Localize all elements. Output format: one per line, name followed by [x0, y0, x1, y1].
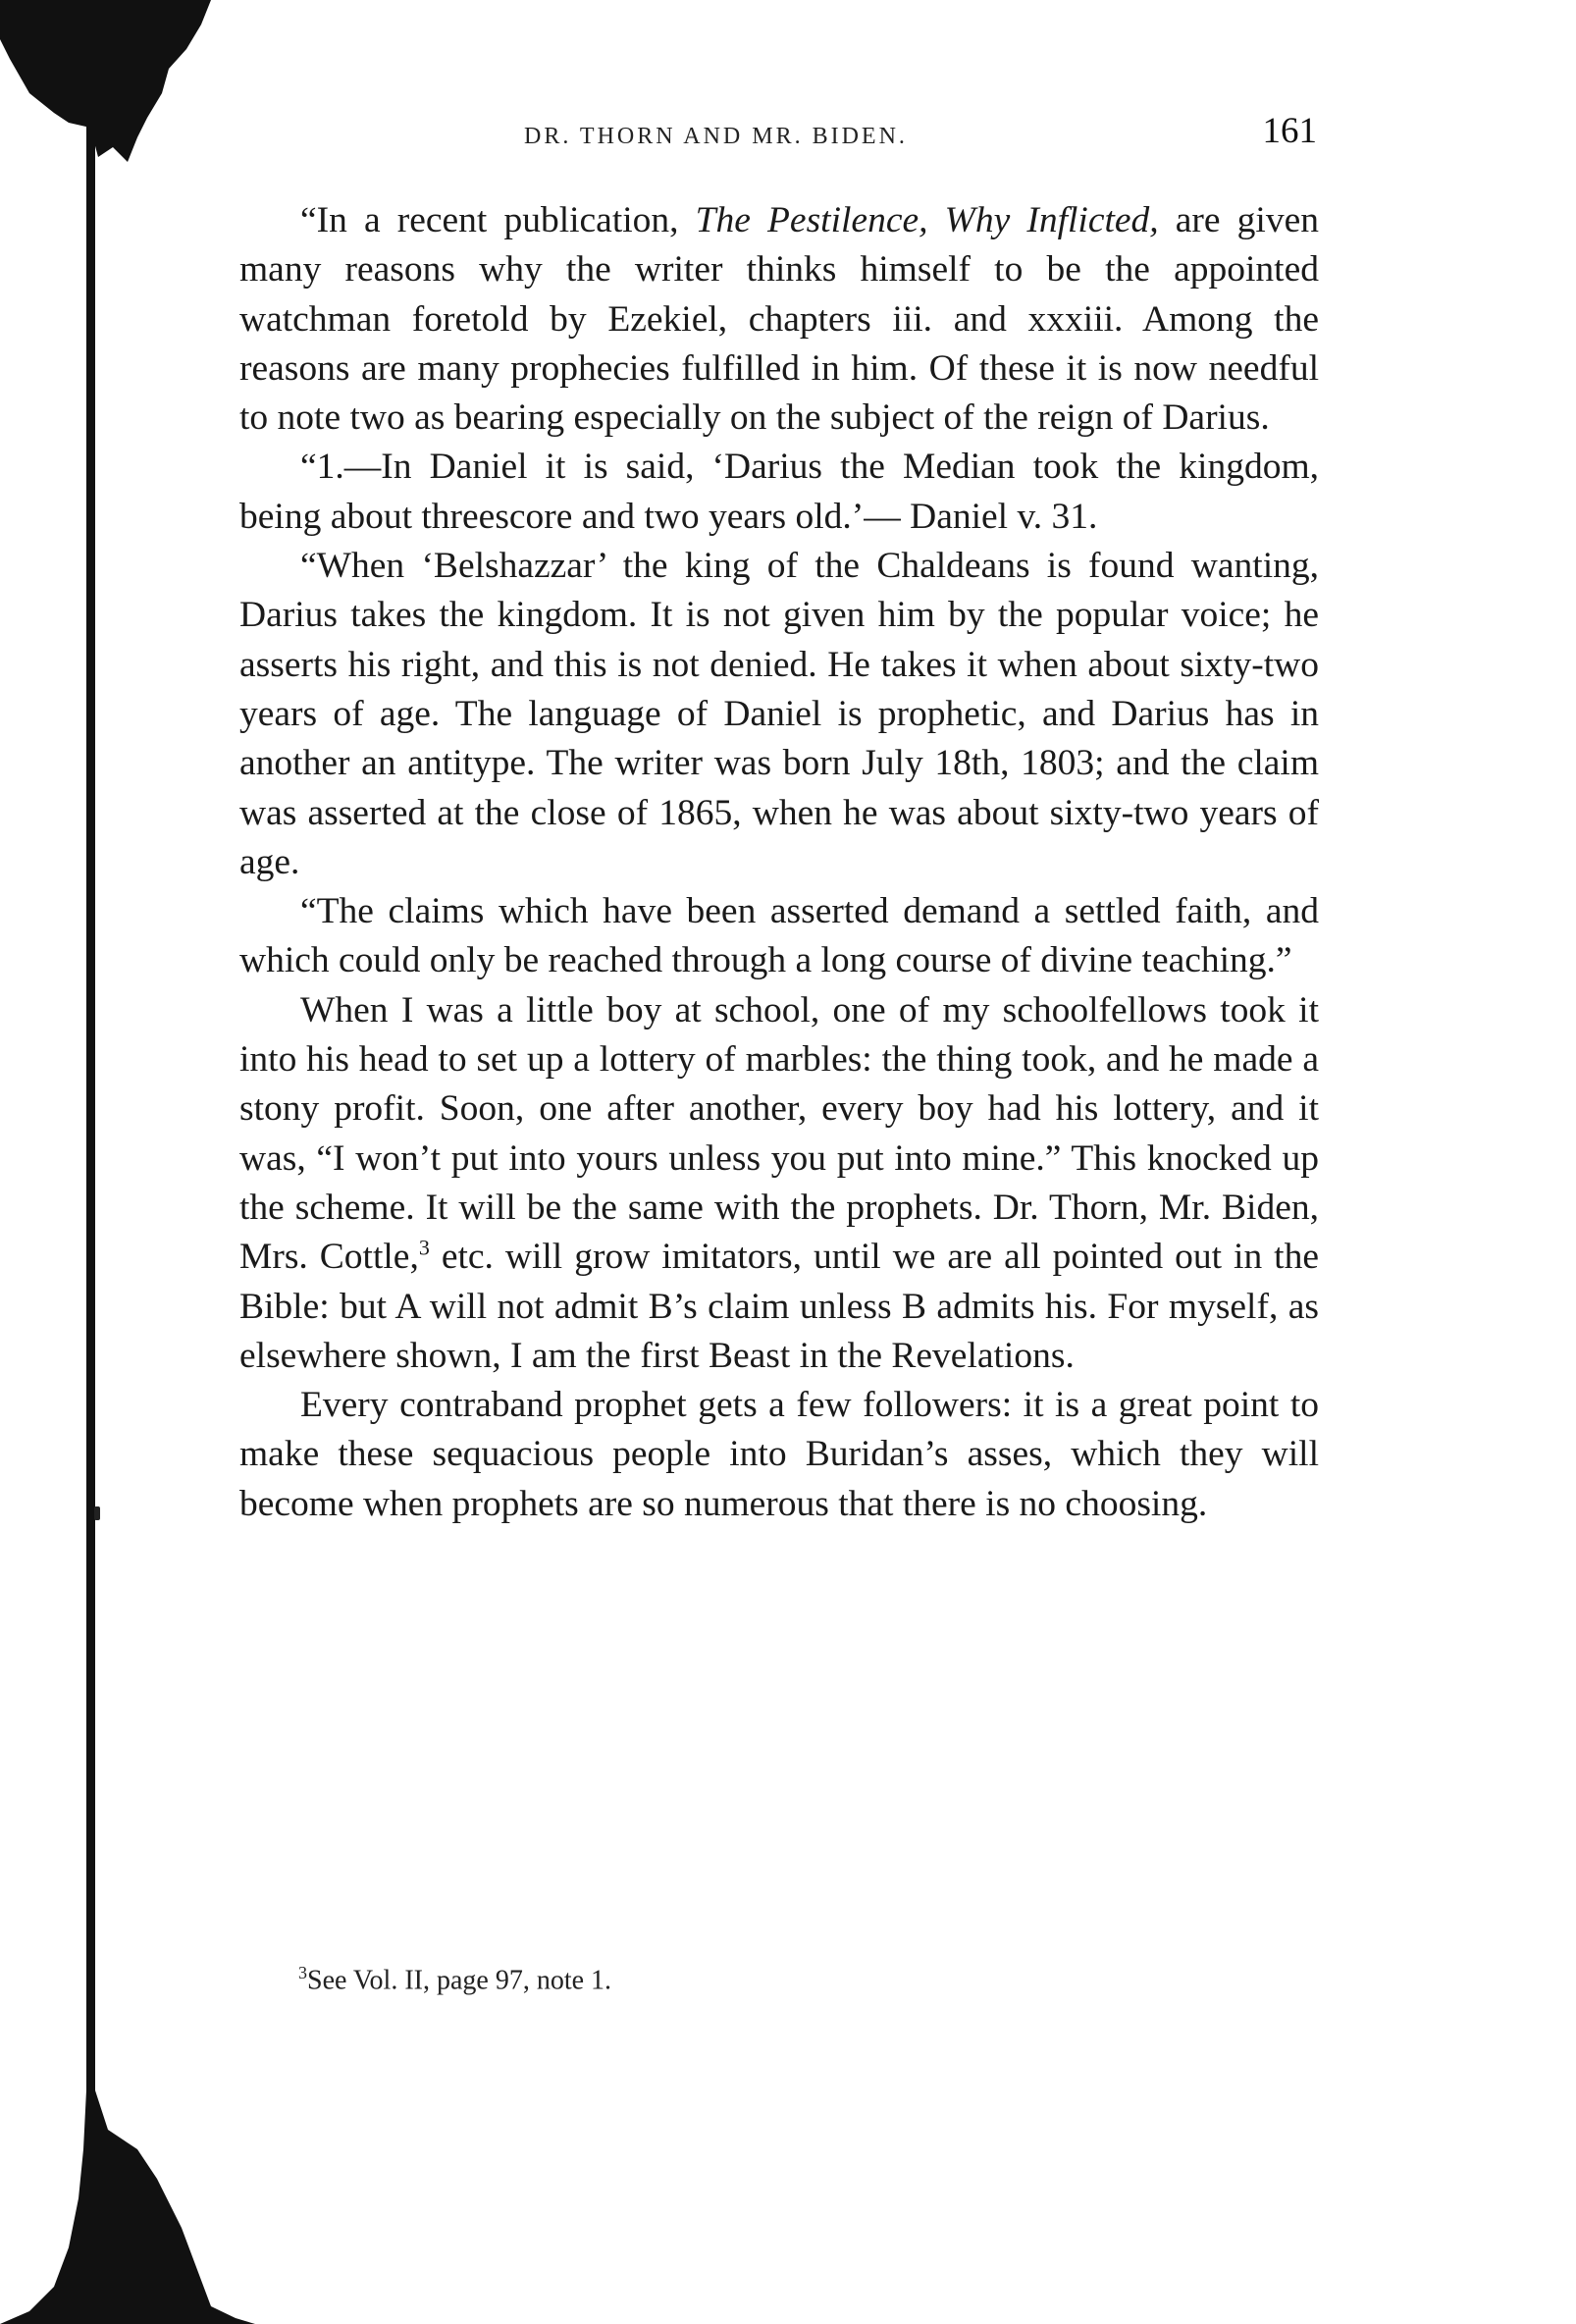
scan-gutter-artifact-top [0, 0, 226, 172]
text-run: “The claims which have been asserted demand a settled faith, and which could only be reached through a long course of divine teaching.” [239, 891, 1319, 981]
footnote-text: See Vol. II, page 97, note 1. [307, 1965, 612, 1996]
running-head [239, 110, 1329, 169]
running-title: DR. THORN AND MR. BIDEN. [524, 124, 908, 149]
paragraph [239, 542, 1319, 887]
paragraph [239, 1381, 1319, 1529]
paragraph [239, 196, 1319, 443]
book-title-italic: The Pestilence, Why Inflicted, [695, 200, 1159, 240]
body-text [239, 196, 1319, 1529]
scan-gutter-artifact-bottom [0, 2090, 255, 2324]
text-run: “In a recent publication, [300, 200, 696, 240]
text-run: “1.—In Daniel it is said, ‘Darius the Median took the kingdom, being about threescore and two years old.’— Daniel v. 31. [239, 447, 1319, 537]
text-run: etc. will grow imitators, until we are all pointed out in the Bible: but A will not admit B’s claim unless B admits his. For myself, as elsewhere shown, I am the first Beast in the Revelations. [239, 1237, 1319, 1376]
paragraph [239, 887, 1319, 986]
scan-speck [94, 1506, 100, 1520]
page-number: 161 [1262, 111, 1317, 151]
text-run: Every contraband prophet gets a few followers: it is a great point to make these sequacious people into Buridan’s asses, which they will become when prophets are so numerous that there is no choosing. [239, 1385, 1319, 1524]
paragraph [239, 986, 1319, 1381]
paragraph [239, 443, 1319, 542]
footnote-marker: 3 [298, 1963, 307, 1982]
footnote-reference[interactable]: 3 [418, 1235, 430, 1260]
scan-gutter-line [86, 108, 95, 2149]
text-run: “When ‘Belshazzar’ the king of the Chaldeans is found wanting, Darius takes the kingdom. It is not given him by the popular voice; he asserts his right, and this is not denied. He takes it when about sixty-two years of age. The language of Daniel is prophetic, and Darius has in another an antitype. The writer was born July 18th, 1803; and the claim was asserted at the close of 1865, when he was about sixty-two years of age. [239, 546, 1319, 882]
text-run: When I was a little boy at school, one of my schoolfellows took it into his head to set up a lottery of marbles: the thing took, and he made a stony profit. Soon, one after another, every boy had his lottery, and it was, “I won’t put into yours unless you put into mine.” This knocked up the scheme. It will be the same with the prophets. Dr. Thorn, Mr. Biden, Mrs. Cottle, [239, 989, 1319, 1278]
text-run: are given many reasons why the writer thinks himself to be the appointed watchman foretold by Ezekiel, chapters iii. and xxxiii. Among the reasons are many prophecies fulfilled in him. Of these it is now needful to note two as bearing especially on the subject of the reign of Darius. [239, 200, 1319, 439]
footnote [298, 1963, 611, 1996]
